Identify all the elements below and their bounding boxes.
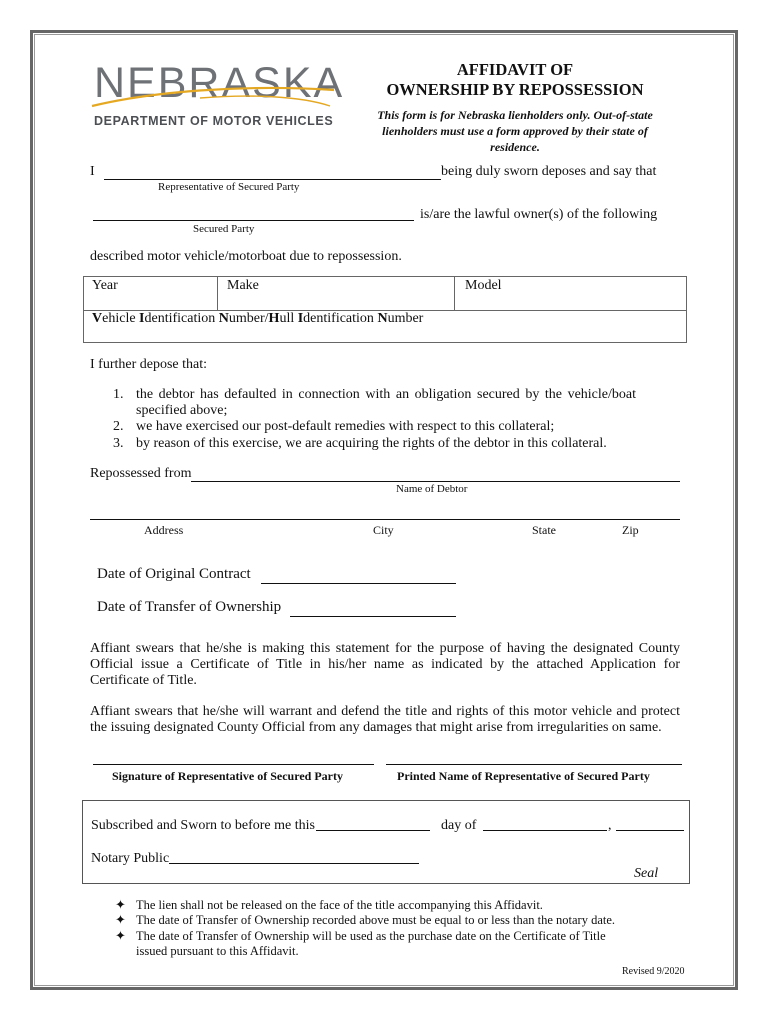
signature-field[interactable] [93, 764, 374, 765]
zip-caption: Zip [622, 523, 639, 537]
transfer-date-label: Date of Transfer of Ownership [97, 599, 282, 615]
depose-lead: I further depose that: [90, 357, 208, 372]
form-subtitle: This form is for Nebraska lienholders only. Out-of-state lienholders must use a form approved by their state of residence. [377, 108, 653, 154]
form-title [360, 60, 670, 100]
title-line-1: AFFIDAVIT OF [456, 60, 574, 79]
signature-caption: Signature of Representative of Secured Party [112, 769, 343, 783]
year-cell[interactable]: Year [92, 278, 118, 293]
note-1: The lien shall not be released on the face of the title accompanying this Affidavit. [136, 898, 543, 912]
note-2: The date of Transfer of Ownership recorded above must be equal to or less than the notary date. [136, 913, 616, 927]
lawful-owner-text: is/are the lawful owner(s) of the following [420, 207, 658, 222]
notary-public-field[interactable] [169, 863, 419, 864]
described-text: described motor vehicle/motorboat due to repossession. [90, 249, 402, 264]
printed-name-caption: Printed Name of Representative of Secured Party [397, 769, 650, 783]
debtor-name-field[interactable] [191, 481, 680, 482]
i-label: I [90, 164, 95, 179]
four-pointed-star-icon: ✦ [115, 912, 126, 927]
title-line-2: OWNERSHIP BY REPOSSESSION [386, 80, 644, 99]
original-contract-label: Date of Original Contract [97, 566, 251, 582]
notary-public-label: Notary Public [91, 851, 170, 866]
day-of-label: day of [441, 818, 477, 833]
debtor-caption: Name of Debtor [396, 483, 468, 495]
four-pointed-star-icon: ✦ [115, 897, 126, 912]
city-caption: City [373, 523, 394, 537]
notary-day-field[interactable] [316, 830, 430, 831]
secured-party-field[interactable] [93, 220, 414, 221]
being-sworn-text: being duly sworn deposes and say that [441, 164, 657, 179]
vehicle-table [83, 276, 687, 343]
subscribed-label: Subscribed and Sworn to before me this [91, 818, 315, 833]
original-contract-field[interactable] [261, 583, 456, 584]
comma-separator: , [608, 818, 612, 833]
depose-item-2: we have exercised our post-default remedies with respect to this collateral; [136, 419, 555, 434]
depose-num-2: 2. [113, 419, 124, 434]
secured-party-caption: Secured Party [193, 223, 255, 235]
depose-item-1: the debtor has defaulted in connection with an obligation secured by the vehicle/boat [136, 387, 636, 402]
affiant-statement-2: Affiant swears that he/she will warrant and defend the title and rights of this motor vehicle and protect the issuing designated County Official from any damages that might arise from irregularities on same. [90, 704, 680, 735]
dmv-department-label: DEPARTMENT OF MOTOR VEHICLES [94, 114, 334, 128]
logo-swoosh-icon [90, 78, 340, 114]
seal-label: Seal [634, 866, 659, 881]
revised-date: Revised 9/2020 [622, 966, 685, 977]
note-3: The date of Transfer of Ownership will be used as the purchase date on the Certificate of Title issued pursuant to this Affidavit. [136, 929, 606, 958]
nebraska-logo-wordmark: NEBRASKA [94, 59, 345, 107]
printed-name-field[interactable] [386, 764, 682, 765]
repossessed-label: Repossessed from [90, 466, 192, 481]
depose-num-1: 1. [113, 387, 124, 402]
debtor-address-field[interactable] [90, 519, 680, 520]
notary-month-field[interactable] [483, 830, 607, 831]
depose-item-1-cont: specified above; [136, 403, 228, 418]
notary-box [82, 800, 690, 884]
representative-name-field[interactable] [104, 179, 441, 180]
depose-item-3: by reason of this exercise, we are acquiring the rights of the debtor in this collateral. [136, 436, 607, 451]
state-caption: State [532, 523, 556, 537]
make-cell[interactable]: Make [227, 278, 259, 293]
depose-num-3: 3. [113, 436, 124, 451]
model-cell[interactable]: Model [465, 278, 502, 293]
vin-cell[interactable]: Vehicle Identification Number/Hull Identification Number [92, 311, 424, 326]
affiant-statement-1: Affiant swears that he/she is making this statement for the purpose of having the designated County Official issue a Certificate of Title in his/her name as indicated by the attached Application for Certificate of Title. [90, 641, 680, 688]
notary-year-field[interactable] [616, 830, 684, 831]
representative-caption: Representative of Secured Party [158, 181, 300, 193]
transfer-date-field[interactable] [290, 616, 456, 617]
four-pointed-star-icon: ✦ [115, 928, 126, 943]
address-caption: Address [144, 523, 184, 537]
